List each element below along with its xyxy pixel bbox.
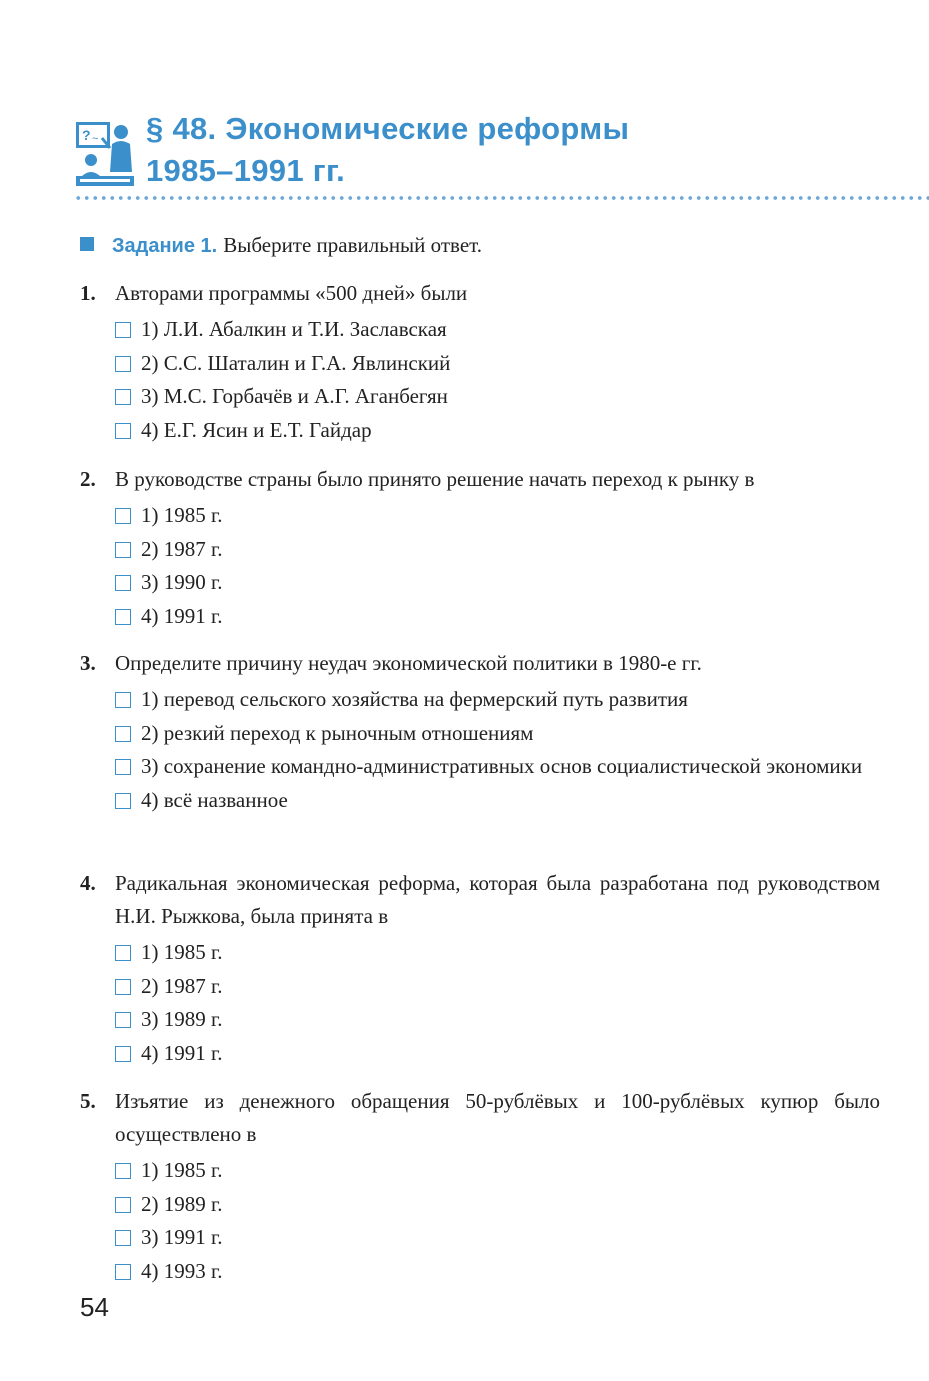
answer-option-text: 3) сохранение командно-административных основ социалистической экономики <box>141 754 863 779</box>
answer-options <box>115 683 880 817</box>
checkbox[interactable] <box>115 322 131 338</box>
answer-option[interactable] <box>115 380 880 414</box>
checkbox[interactable] <box>115 389 131 405</box>
checkbox[interactable] <box>115 423 131 439</box>
question-5 <box>80 1085 880 1288</box>
checkbox[interactable] <box>115 979 131 995</box>
answer-option-text: 4) Е.Г. Ясин и Е.Т. Гайдар <box>141 417 372 442</box>
checkbox[interactable] <box>115 542 131 558</box>
checkbox[interactable] <box>115 1264 131 1280</box>
answer-option[interactable] <box>115 750 880 784</box>
checkbox[interactable] <box>115 508 131 524</box>
answer-option[interactable] <box>115 717 880 751</box>
chapter-title-line2: 1985–1991 гг. <box>146 153 346 188</box>
question-3 <box>80 647 880 817</box>
answer-option[interactable] <box>115 784 880 818</box>
answer-option-text: 1) 1985 г. <box>141 1158 223 1182</box>
answer-option-text: 2) резкий переход к рыночным отношениям <box>141 720 534 745</box>
question-number: 1. <box>80 281 96 305</box>
checkbox[interactable] <box>115 1230 131 1246</box>
answer-option-text: 1) перевод сельского хозяйства на фермерский путь развития <box>141 687 688 711</box>
chapter-title <box>146 108 629 192</box>
checkbox[interactable] <box>115 793 131 809</box>
checkbox[interactable] <box>115 726 131 742</box>
checkbox[interactable] <box>115 575 131 591</box>
square-bullet-icon <box>80 237 94 251</box>
answer-option[interactable] <box>115 1037 880 1071</box>
question-text: В руководстве страны было принято решение начать переход к рынку в <box>115 467 755 491</box>
answer-option-text: 3) М.С. Горбачёв и А.Г. Аганбегян <box>141 384 448 409</box>
checkbox[interactable] <box>115 945 131 961</box>
task-label: Задание 1. <box>112 235 218 257</box>
answer-option[interactable] <box>115 683 880 717</box>
answer-option-text: 1) Л.И. Абалкин и Т.И. Заславская <box>141 317 447 341</box>
teacher-at-board-icon <box>74 118 136 188</box>
answer-option[interactable] <box>115 533 880 567</box>
task-instruction: Выберите правильный ответ. <box>223 233 483 257</box>
chapter-header <box>74 108 914 188</box>
page-number: 54 <box>80 1292 109 1322</box>
question-number: 5. <box>80 1089 96 1113</box>
question-text: Авторами программы «500 дней» были <box>115 281 468 305</box>
question-4 <box>80 867 880 1070</box>
task-heading <box>80 230 482 261</box>
answer-option-text: 2) С.С. Шаталин и Г.А. Явлинский <box>141 350 451 375</box>
checkbox[interactable] <box>115 759 131 775</box>
answer-option-text: 2) 1987 г. <box>141 973 223 998</box>
answer-option[interactable] <box>115 600 880 634</box>
answer-option[interactable] <box>115 936 880 970</box>
answer-option-text: 3) 1990 г. <box>141 570 223 595</box>
answer-option[interactable] <box>115 1154 880 1188</box>
question-number: 2. <box>80 467 96 491</box>
svg-text:~: ~ <box>92 133 99 145</box>
answer-option-text: 3) 1991 г. <box>141 1225 223 1250</box>
answer-option[interactable] <box>115 970 880 1004</box>
answer-option-text: 4) 1993 г. <box>141 1258 223 1283</box>
svg-text:?: ? <box>82 127 91 143</box>
answer-options <box>115 499 880 633</box>
question-1 <box>80 277 880 447</box>
question-number: 3. <box>80 651 96 675</box>
answer-options <box>115 313 880 447</box>
question-number: 4. <box>80 871 96 895</box>
answer-option[interactable] <box>115 1003 880 1037</box>
answer-option-text: 2) 1987 г. <box>141 536 223 561</box>
answer-option[interactable] <box>115 414 880 448</box>
answer-option-text: 4) всё названное <box>141 787 288 812</box>
question-text: Определите причину неудач экономической политики в 1980-е гг. <box>115 651 702 675</box>
answer-option-text: 2) 1989 г. <box>141 1191 223 1216</box>
checkbox[interactable] <box>115 1012 131 1028</box>
answer-option-text: 3) 1989 г. <box>141 1007 223 1032</box>
checkbox[interactable] <box>115 692 131 708</box>
dotted-divider <box>74 194 929 204</box>
answer-option-text: 4) 1991 г. <box>141 603 223 628</box>
answer-option[interactable] <box>115 313 880 347</box>
checkbox[interactable] <box>115 609 131 625</box>
checkbox[interactable] <box>115 1197 131 1213</box>
answer-option[interactable] <box>115 347 880 381</box>
answer-option[interactable] <box>115 566 880 600</box>
checkbox[interactable] <box>115 356 131 372</box>
answer-option[interactable] <box>115 1221 880 1255</box>
answer-options <box>115 1154 880 1288</box>
question-text: Радикальная экономическая реформа, которая была разработана под руководством Н.И. Рыжкова, была принята в <box>115 871 880 928</box>
answer-option-text: 1) 1985 г. <box>141 940 223 964</box>
answer-option[interactable] <box>115 1188 880 1222</box>
answer-option-text: 4) 1991 г. <box>141 1040 223 1065</box>
checkbox[interactable] <box>115 1046 131 1062</box>
answer-option-text: 1) 1985 г. <box>141 503 223 527</box>
question-2 <box>80 463 880 633</box>
answer-option[interactable] <box>115 499 880 533</box>
question-text: Изъятие из денежного обращения 50-рублёвых и 100-рублёвых купюр было осуществлено в <box>115 1089 880 1146</box>
checkbox[interactable] <box>115 1163 131 1179</box>
answer-options <box>115 936 880 1070</box>
answer-option[interactable] <box>115 1255 880 1289</box>
chapter-title-line1: § 48. Экономические реформы <box>146 111 630 146</box>
